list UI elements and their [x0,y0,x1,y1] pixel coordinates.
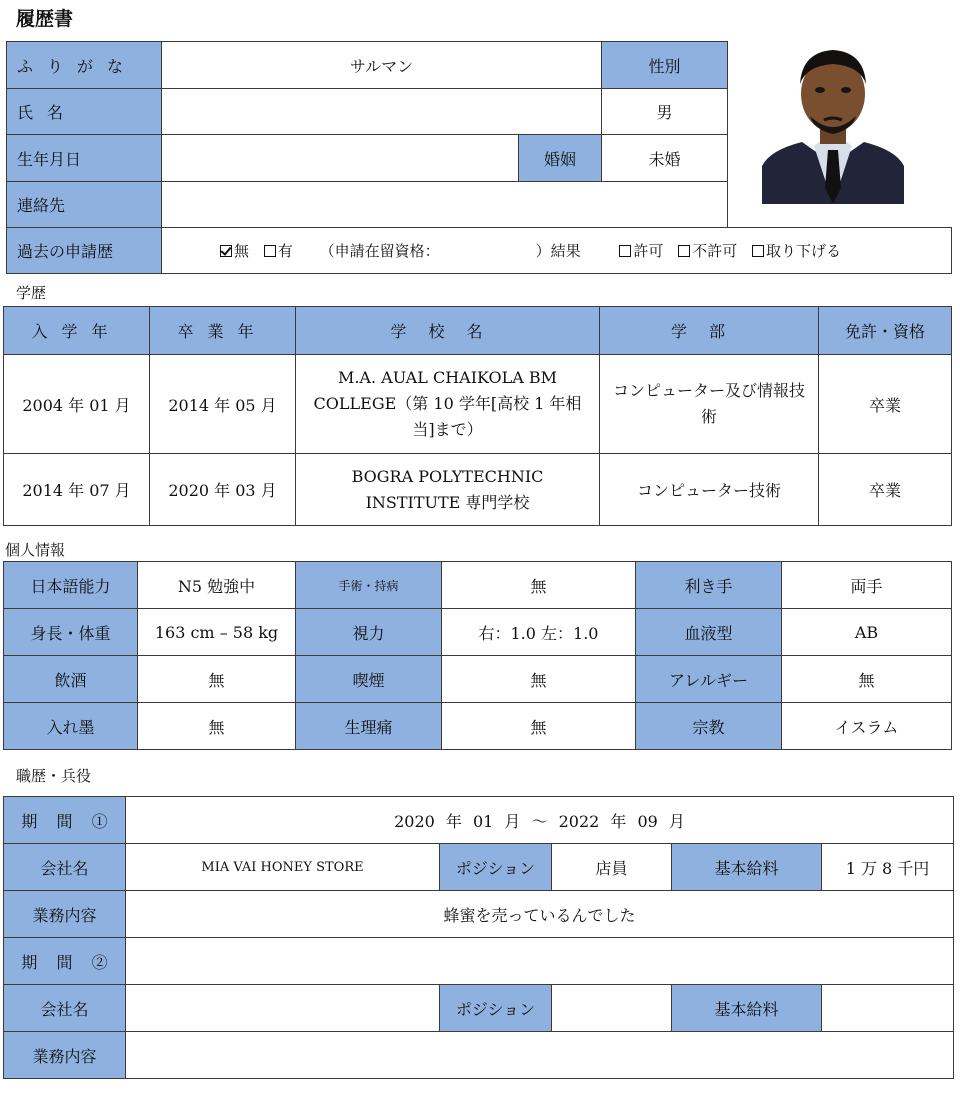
company2-value [126,985,440,1032]
furigana-label: ふりがな [7,42,162,89]
result-deny-label: 不許可 [692,242,738,260]
past-yes-label: 有 [277,242,293,260]
smoking-label: 喫煙 [296,656,442,703]
edu-graduation: 2014 年 05 月 [150,355,296,454]
edu-entry: 2004 年 01 月 [4,355,150,454]
position2-value [552,985,672,1032]
table-row [4,562,952,609]
marital-label: 婚姻 [519,135,602,182]
checkbox-none[interactable] [220,245,232,257]
height-weight-value: 163 cm – 58 kg [138,609,296,656]
duties1-label: 業務内容 [4,891,126,938]
applicant-photo [762,38,904,204]
period1-label: 期 間 ① [4,797,126,844]
japanese-ability-label: 日本語能力 [4,562,138,609]
edu-department: コンピューター及び情報技術 [600,355,819,454]
japanese-ability-value: N5 勉強中 [138,562,296,609]
edu-graduation: 2020 年 03 月 [150,454,296,526]
table-row [4,609,952,656]
company1-value: MIA VAI HONEY STORE [126,844,440,891]
surgery-illness-value: 無 [442,562,636,609]
handedness-value: 両手 [782,562,952,609]
table-row [4,703,952,750]
page-title: 履歴書 [16,8,74,30]
past-result-text: ）結果 [535,242,581,260]
work-section-label: 職歴・兵役 [16,767,92,785]
period2-value [126,938,954,985]
table-row [4,454,952,526]
salary2-value [822,985,954,1032]
edu-license: 卒業 [819,355,952,454]
past-application-label: 過去の申請歴 [7,228,162,274]
allergy-label: アレルギー [636,656,782,703]
position1-label: ポジション [440,844,552,891]
edu-header-school: 学校名 [296,307,600,355]
contact-value [162,182,728,228]
education-section-label: 学歴 [16,284,47,302]
table-row [4,656,952,703]
duties2-label: 業務内容 [4,1032,126,1079]
duties1-value: 蜂蜜を売っているんでした [126,891,954,938]
edu-license: 卒業 [819,454,952,526]
contact-label: 連絡先 [7,182,162,228]
period1-value: 2020 年 01 月 ～ 2022 年 09 月 [126,797,954,844]
menstrual-pain-value: 無 [442,703,636,750]
tattoo-label: 入れ墨 [4,703,138,750]
surgery-illness-label: 手術・持病 [296,562,442,609]
birthdate-value [162,135,519,182]
marital-value: 未婚 [602,135,728,182]
eyesight-value: 右：1.0 左：1.0 [442,609,636,656]
checkbox-permit[interactable] [619,245,631,257]
edu-entry: 2014 年 07 月 [4,454,150,526]
work-history-table [3,796,954,1079]
eyesight-label: 視力 [296,609,442,656]
position2-label: ポジション [440,985,552,1032]
blood-type-label: 血液型 [636,609,782,656]
past-status-text: （申請在留資格： [319,242,440,260]
checkbox-withdraw[interactable] [752,245,764,257]
edu-header-license: 免許・資格 [819,307,952,355]
allergy-value: 無 [782,656,952,703]
height-weight-label: 身長・体重 [4,609,138,656]
gender-label: 性別 [602,42,728,89]
personal-section-label: 個人情報 [5,541,66,559]
duties2-value [126,1032,954,1079]
religion-value: イスラム [782,703,952,750]
salary1-label: 基本給料 [672,844,822,891]
period2-label: 期 間 ② [4,938,126,985]
smoking-value: 無 [442,656,636,703]
position1-value: 店員 [552,844,672,891]
result-withdraw-label: 取り下げる [766,242,842,260]
name-value [162,89,602,135]
edu-school: BOGRA POLYTECHNIC INSTITUTE 専門学校 [296,454,600,526]
drinking-value: 無 [138,656,296,703]
checkbox-yes[interactable] [264,245,276,257]
edu-header-department: 学部 [600,307,819,355]
past-application-row [162,228,952,274]
gender-value: 男 [602,89,728,135]
menstrual-pain-label: 生理痛 [296,703,442,750]
tattoo-value: 無 [138,703,296,750]
handedness-label: 利き手 [636,562,782,609]
edu-school: M.A. AUAL CHAIKOLA BM COLLEGE（第 10 学年[高校 1 年相当]まで） [296,355,600,454]
table-row [4,355,952,454]
furigana-value: サルマン [162,42,602,89]
past-none-label: 無 [234,242,250,260]
result-permit-label: 許可 [633,242,664,260]
edu-header-graduation: 卒業年 [150,307,296,355]
religion-label: 宗教 [636,703,782,750]
edu-department: コンピューター技術 [600,454,819,526]
salary1-value: 1 万 8 千円 [822,844,954,891]
birthdate-label: 生年月日 [7,135,162,182]
personal-info-table [3,561,952,750]
education-table [3,306,952,526]
drinking-label: 飲酒 [4,656,138,703]
company1-label: 会社名 [4,844,126,891]
blood-type-value: AB [782,609,952,656]
salary2-label: 基本給料 [672,985,822,1032]
company2-label: 会社名 [4,985,126,1032]
name-label: 氏名 [7,89,162,135]
checkbox-deny[interactable] [678,245,690,257]
edu-header-entry: 入学年 [4,307,150,355]
